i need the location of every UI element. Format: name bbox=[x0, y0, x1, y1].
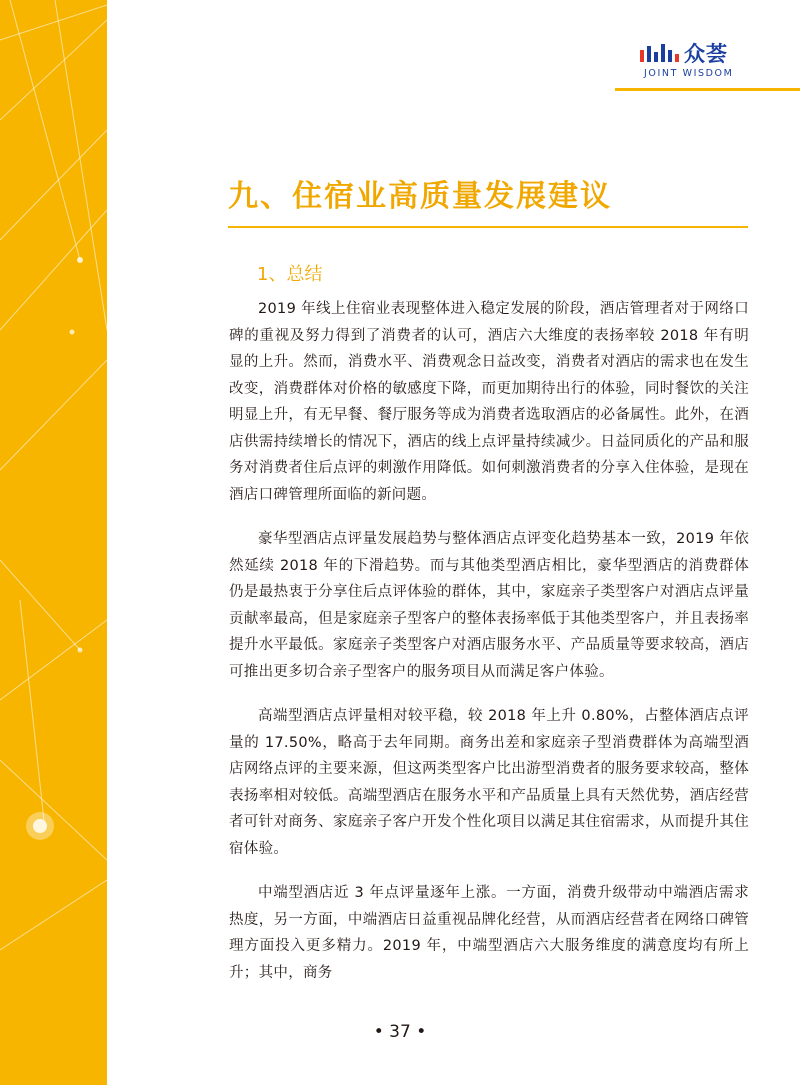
brand-name-en: JOINT WISDOM bbox=[644, 68, 734, 79]
paragraph: 高端型酒店点评量相对较平稳，较 2018 年上升 0.80%，占整体酒店点评量的 17.50%，略高于去年同期。商务出差和家庭亲子型消费群体为高端型酒店网络点评的主要来源，但这两类型客户比出游型消费者的服务要求较高，整体表扬率相对较低。高端型酒店在服务水平和产品质量上具有天然优势，酒店经营者可针对商务、家庭亲子客户开发个性化项目以满足其住宿需求，从而提升其住宿体验。 bbox=[229, 708, 749, 857]
paragraph: 豪华型酒店点评量发展趋势与整体酒店点评变化趋势基本一致，2019 年依然延续 2018 年的下滑趋势。而与其他类型酒店相比，豪华型酒店的消费群体仍是最热衷于分享住后点评体验的群体，其中，家庭亲子类型客户对酒店点评量贡献率最高，但是家庭亲子型客户的整体表扬率低于其他类型客户，并且表扬率提升水平最低。家庭亲子类型客户对酒店服务水平、产品质量等要求较高，酒店可推出更多切合亲子型客户的服务项目从而满足客户体验。 bbox=[229, 531, 749, 680]
joint-wisdom-logo bbox=[640, 38, 750, 88]
network-pattern-graphic bbox=[0, 0, 107, 1085]
page-number: • 37 • bbox=[373, 1022, 427, 1042]
header-accent-line bbox=[615, 88, 800, 91]
body-text bbox=[229, 296, 749, 1004]
brand-name-cn: 众荟 bbox=[684, 42, 728, 66]
joint-wisdom-logo-icon bbox=[640, 42, 680, 64]
title-underline bbox=[228, 226, 748, 228]
paragraph: 2019 年线上住宿业表现整体进入稳定发展的阶段，酒店管理者对于网络口碑的重视及努力得到了消费者的认可，酒店六大维度的表扬率较 2018 年有明显的上升。然而，消费水平、消费观念日益改变，消费者对酒店的需求也在发生改变，消费群体对价格的敏感度下降，而更加期待出行的体验，同时餐饮的关注明显上升，有无早餐、餐厅服务等成为消费者选取酒店的必备属性。此外，在酒店供需持续增长的情况下，酒店的线上点评量持续减少。日益同质化的产品和服务对消费者住后点评的刺激作用降低。如何刺激消费者的分享入住体验，是现在酒店口碑管理所面临的新问题。 bbox=[229, 301, 749, 503]
chapter-title: 九、住宿业高质量发展建议 bbox=[228, 179, 612, 214]
paragraph: 中端型酒店近 3 年点评量逐年上涨。一方面，消费升级带动中端酒店需求热度，另一方面，中端酒店日益重视品牌化经营，从而酒店经营者在网络口碑管理方面投入更多精力。2019 年，中端型酒店六大服务维度的满意度均有所上升；其中，商务 bbox=[229, 885, 749, 981]
section-heading: 1、总结 bbox=[257, 264, 323, 285]
decorative-side-band bbox=[0, 0, 107, 1085]
